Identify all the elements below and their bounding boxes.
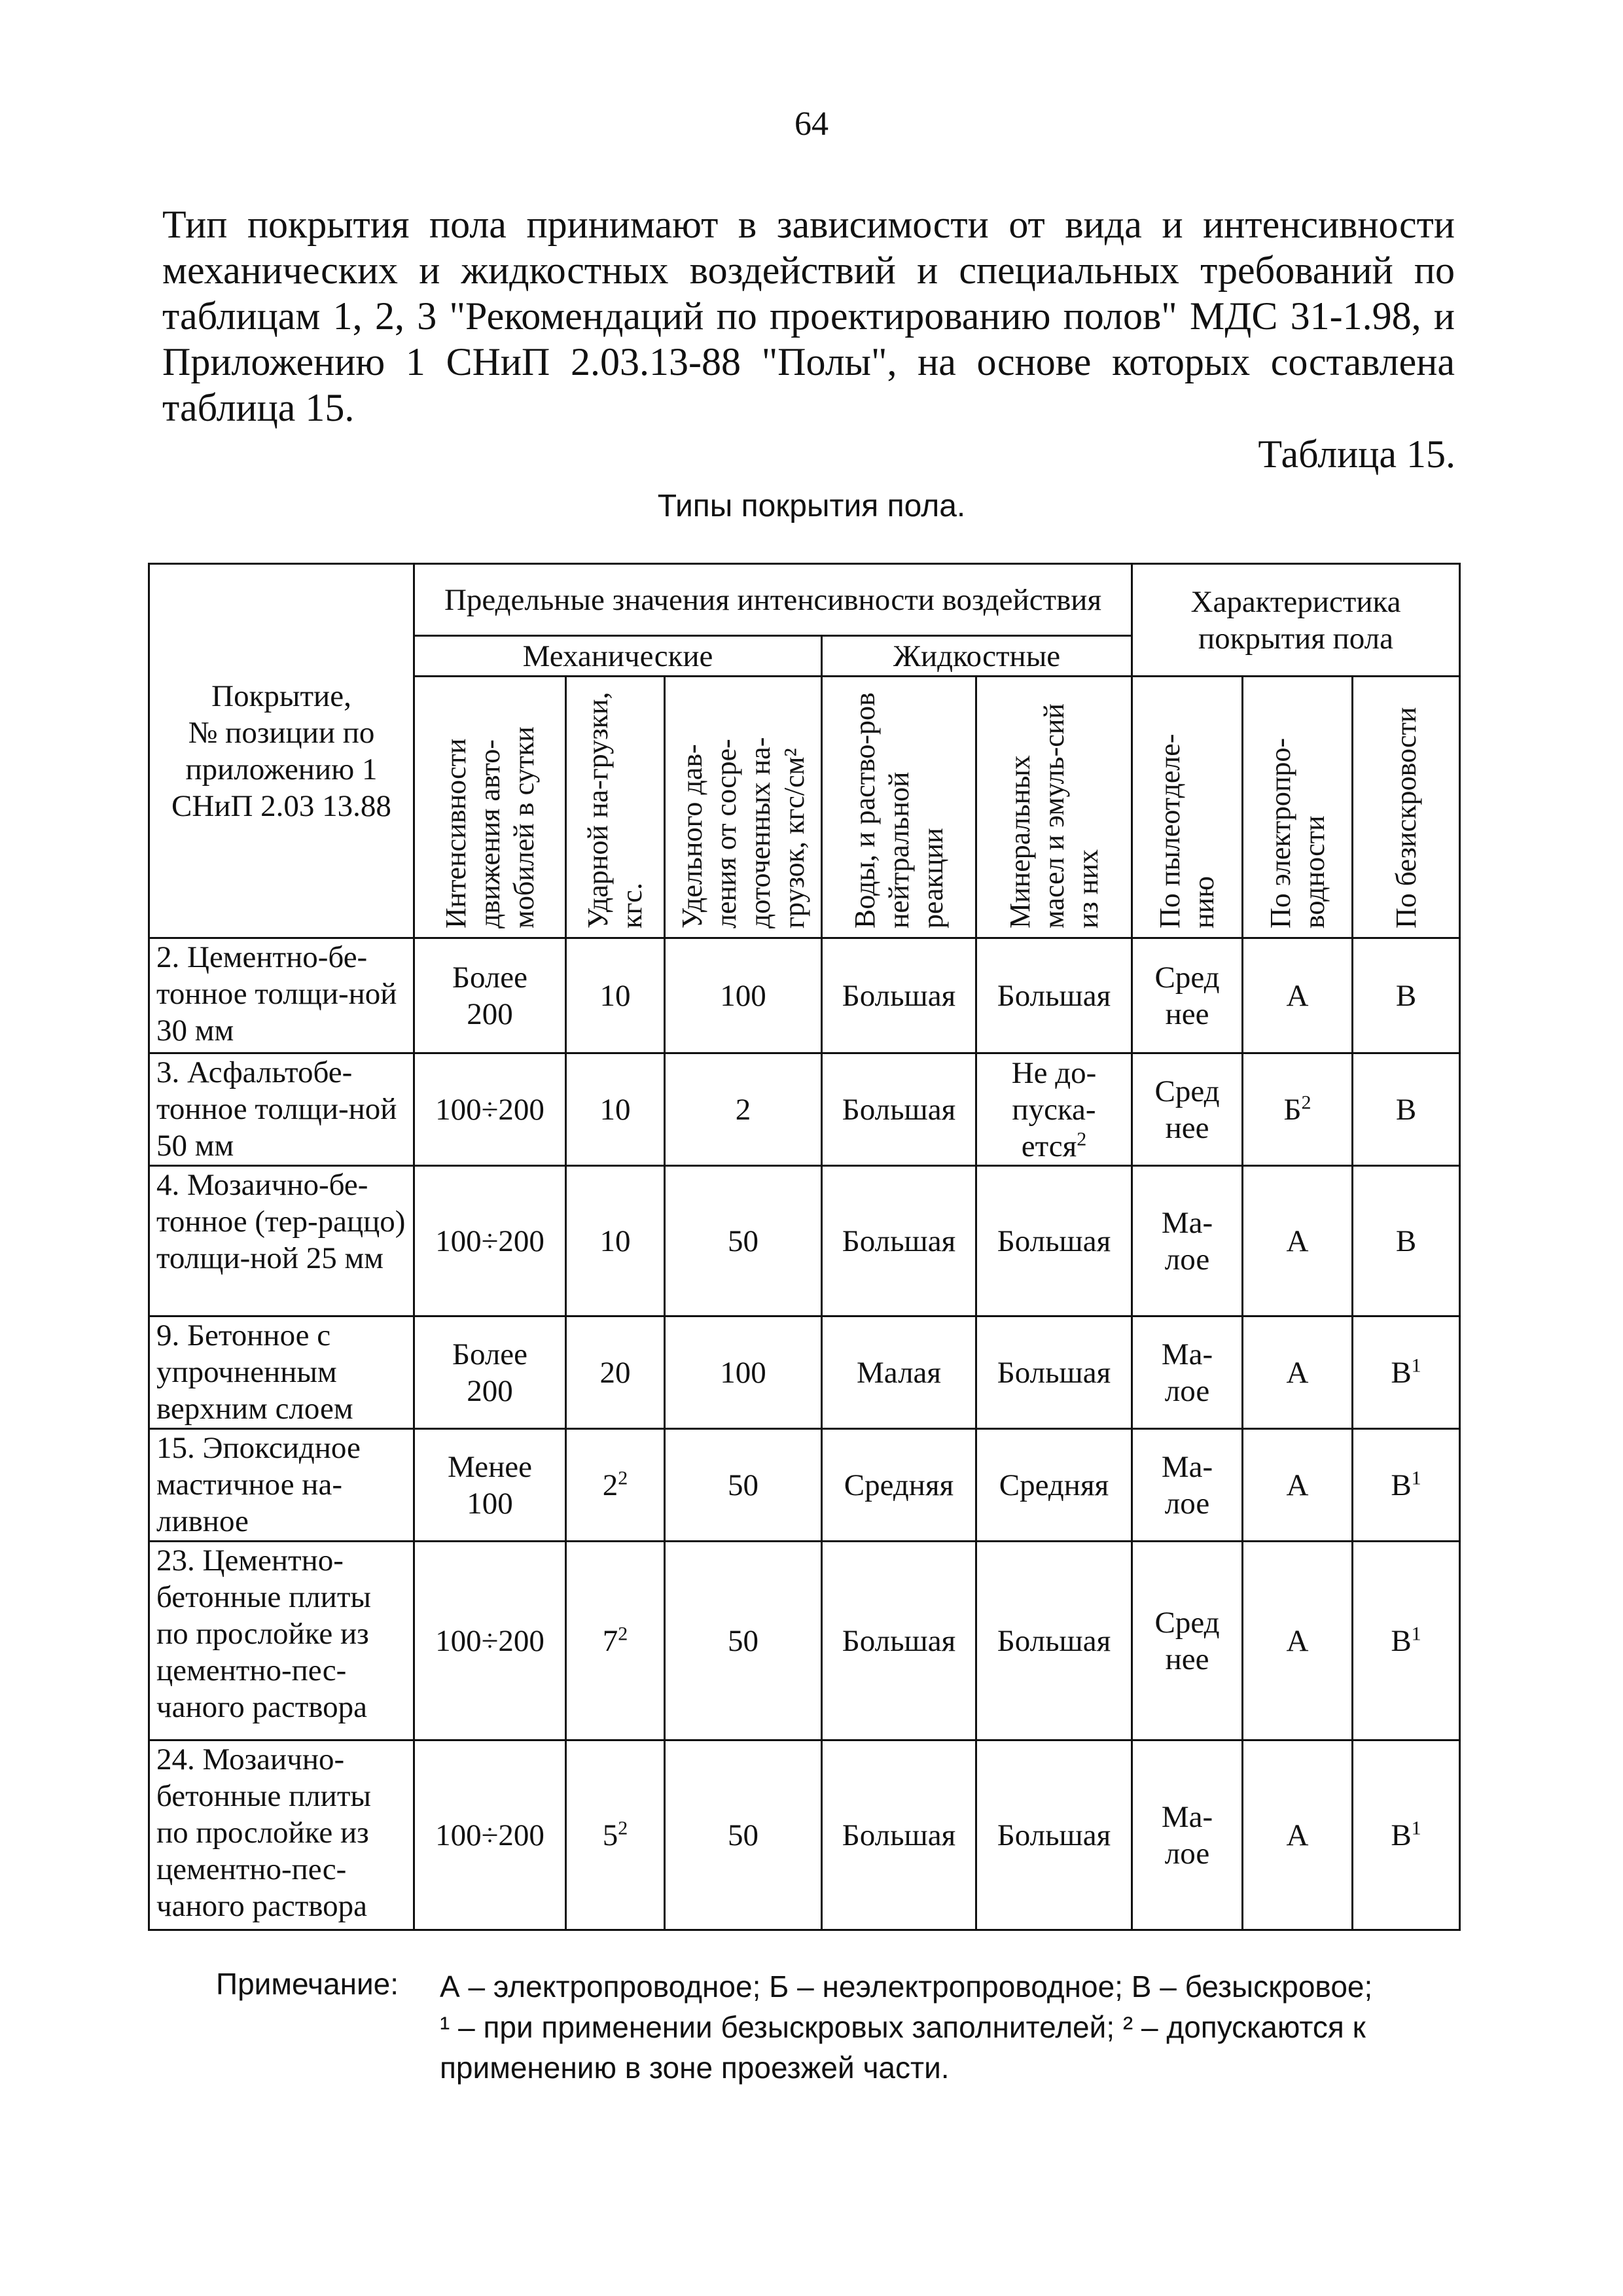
cell-water: Большая (822, 1740, 976, 1930)
note-text: А – электропроводное; Б – неэлектропроводное; В – безыскровое; ¹ – при применении безыскровых заполнителей; ² – допускаются к применению в зоне проезжей части. (440, 1969, 1373, 2085)
cell-impact: $5^2$ (566, 1740, 665, 1930)
cell-water: Средняя (822, 1429, 976, 1542)
cell-oil: Средняя (976, 1429, 1132, 1542)
cell-impact: 10 (566, 1053, 665, 1166)
cell-spark: $В^1$ (1353, 1740, 1460, 1930)
cell-impact: $2^2$ (566, 1429, 665, 1542)
cell-water: Большая (822, 1166, 976, 1316)
footnote-mark: 1 (1411, 1622, 1421, 1644)
cell-pressure: 100 (665, 1316, 822, 1429)
cell-pressure: 2 (665, 1053, 822, 1166)
cell-pressure: 50 (665, 1542, 822, 1740)
cell-position: 3. Асфальтобе-тонное толщи-ной 50 мм (149, 1053, 414, 1166)
header-water: Воды, и раство-ров нейтральной реакции (822, 677, 976, 938)
cell-position: 24. Мозаично-бетонные плиты по прослойке из цементно-пес-чаного раствора (149, 1740, 414, 1930)
cell-spark: $В^1$ (1353, 1316, 1460, 1429)
header-dust: По пылеотделе-нию (1132, 677, 1243, 938)
cell-position: 2. Цементно-бе-тонное толщи-ной 30 мм (149, 938, 414, 1053)
table-row (149, 1316, 1460, 1429)
cell-traffic: Менее 100 (414, 1429, 566, 1542)
header-spark: По безискровости (1353, 677, 1460, 938)
header-limits: Предельные значения интенсивности воздействия (414, 564, 1132, 636)
cell-traffic: 100÷200 (414, 1166, 566, 1316)
cell-water: Большая (822, 1542, 976, 1740)
header-electrical: По электропро-водности (1243, 677, 1353, 938)
header-traffic: Интенсивности движения авто-мобилей в сутки (414, 677, 566, 938)
cell-spark: В (1353, 1053, 1460, 1166)
cell-position: 4. Мозаично-бе-тонное (тер-раццо) толщи-ной 25 мм (149, 1166, 414, 1316)
cell-oil: Большая (976, 1316, 1132, 1429)
cell-electrical: $Б^2$ (1243, 1053, 1353, 1166)
cell-pressure: 50 (665, 1740, 822, 1930)
cell-pressure: 100 (665, 938, 822, 1053)
intro-paragraph: Тип покрытия пола принимают в зависимости от вида и интенсивности механических и жидкостных воздействий и специальных требований по таблицам 1, 2, 3 "Рекомендаций по проектированию полов" МДС 31-1.98, и Приложению 1 СНиП 2.03.13-88 "Полы", на основе которых составлена таблица 15. (162, 203, 1455, 429)
footnote-mark: 2 (1077, 1127, 1087, 1150)
cell-dust: Ма- лое (1132, 1740, 1243, 1930)
header-characteristic: Характеристика покрытия пола (1132, 564, 1460, 677)
cell-traffic: Более 200 (414, 938, 566, 1053)
header-impact: Ударной на-грузки, кгс. (566, 677, 665, 938)
cell-oil: Большая (976, 938, 1132, 1053)
footnote-mark: 2 (618, 1816, 628, 1839)
cell-electrical: А (1243, 1429, 1353, 1542)
cell-dust: Сред нее (1132, 1542, 1243, 1740)
table-row (149, 1429, 1460, 1542)
cell-traffic: Более 200 (414, 1316, 566, 1429)
cell-electrical: А (1243, 1166, 1353, 1316)
cell-position: 9. Бетонное с упрочненным верхним слоем (149, 1316, 414, 1429)
footnote-mark: 2 (618, 1466, 628, 1489)
cell-oil: Большая (976, 1542, 1132, 1740)
footnote-mark: 1 (1411, 1466, 1421, 1489)
table-row (149, 1542, 1460, 1740)
cell-water: Большая (822, 938, 976, 1053)
cell-impact: 10 (566, 1166, 665, 1316)
cell-water: Большая (822, 1053, 976, 1166)
cell-electrical: А (1243, 938, 1353, 1053)
header-pressure: Удельного дав-ления от сосре-доточенных на-грузок, кгс/см² (665, 677, 822, 938)
table-number: Таблица 15. (1258, 433, 1455, 476)
cell-electrical: А (1243, 1740, 1353, 1930)
cell-dust: Сред нее (1132, 938, 1243, 1053)
cell-spark: В (1353, 938, 1460, 1053)
note-label: Примечание: (216, 1967, 399, 2001)
table-row (149, 938, 1460, 1053)
footnote-mark: 1 (1411, 1816, 1421, 1839)
cell-impact: 10 (566, 938, 665, 1053)
cell-dust: Сред нее (1132, 1053, 1243, 1166)
cell-position: 15. Эпоксидное мастичное на-ливное (149, 1429, 414, 1542)
table-row (149, 1740, 1460, 1930)
cell-traffic: 100÷200 (414, 1053, 566, 1166)
cell-traffic: 100÷200 (414, 1740, 566, 1930)
header-liquid: Жидкостные (822, 636, 1132, 677)
cell-electrical: А (1243, 1542, 1353, 1740)
cell-position: 23. Цементно-бетонные плиты по прослойке из цементно-пес-чаного раствора (149, 1542, 414, 1740)
cell-oil: Не до- пуска- ется$^2$ (976, 1053, 1132, 1166)
cell-spark: $В^1$ (1353, 1542, 1460, 1740)
cell-pressure: 50 (665, 1429, 822, 1542)
cell-water: Малая (822, 1316, 976, 1429)
cell-impact: 20 (566, 1316, 665, 1429)
header-mechanical: Механические (414, 636, 822, 677)
cell-dust: Ма- лое (1132, 1429, 1243, 1542)
cell-oil: Большая (976, 1166, 1132, 1316)
cell-spark: $В^1$ (1353, 1429, 1460, 1542)
floor-coverage-table (148, 563, 1461, 1931)
table-row (149, 1166, 1460, 1316)
cell-electrical: А (1243, 1316, 1353, 1429)
cell-spark: В (1353, 1166, 1460, 1316)
footnote-mark: 1 (1411, 1354, 1421, 1376)
table-row (149, 1053, 1460, 1166)
table-title: Типы покрытия пола. (657, 489, 966, 523)
page-number: 64 (794, 105, 829, 143)
footnote-mark: 2 (1301, 1091, 1311, 1113)
cell-pressure: 50 (665, 1166, 822, 1316)
cell-dust: Ма- лое (1132, 1316, 1243, 1429)
cell-dust: Ма- лое (1132, 1166, 1243, 1316)
cell-traffic: 100÷200 (414, 1542, 566, 1740)
header-position: Покрытие, № позиции по приложению 1 СНиП 2.03 13.88 (149, 564, 414, 938)
footnote-mark: 2 (618, 1622, 628, 1644)
cell-oil: Большая (976, 1740, 1132, 1930)
cell-impact: $7^2$ (566, 1542, 665, 1740)
header-oil: Минеральных масел и эмуль-сий из них (976, 677, 1132, 938)
